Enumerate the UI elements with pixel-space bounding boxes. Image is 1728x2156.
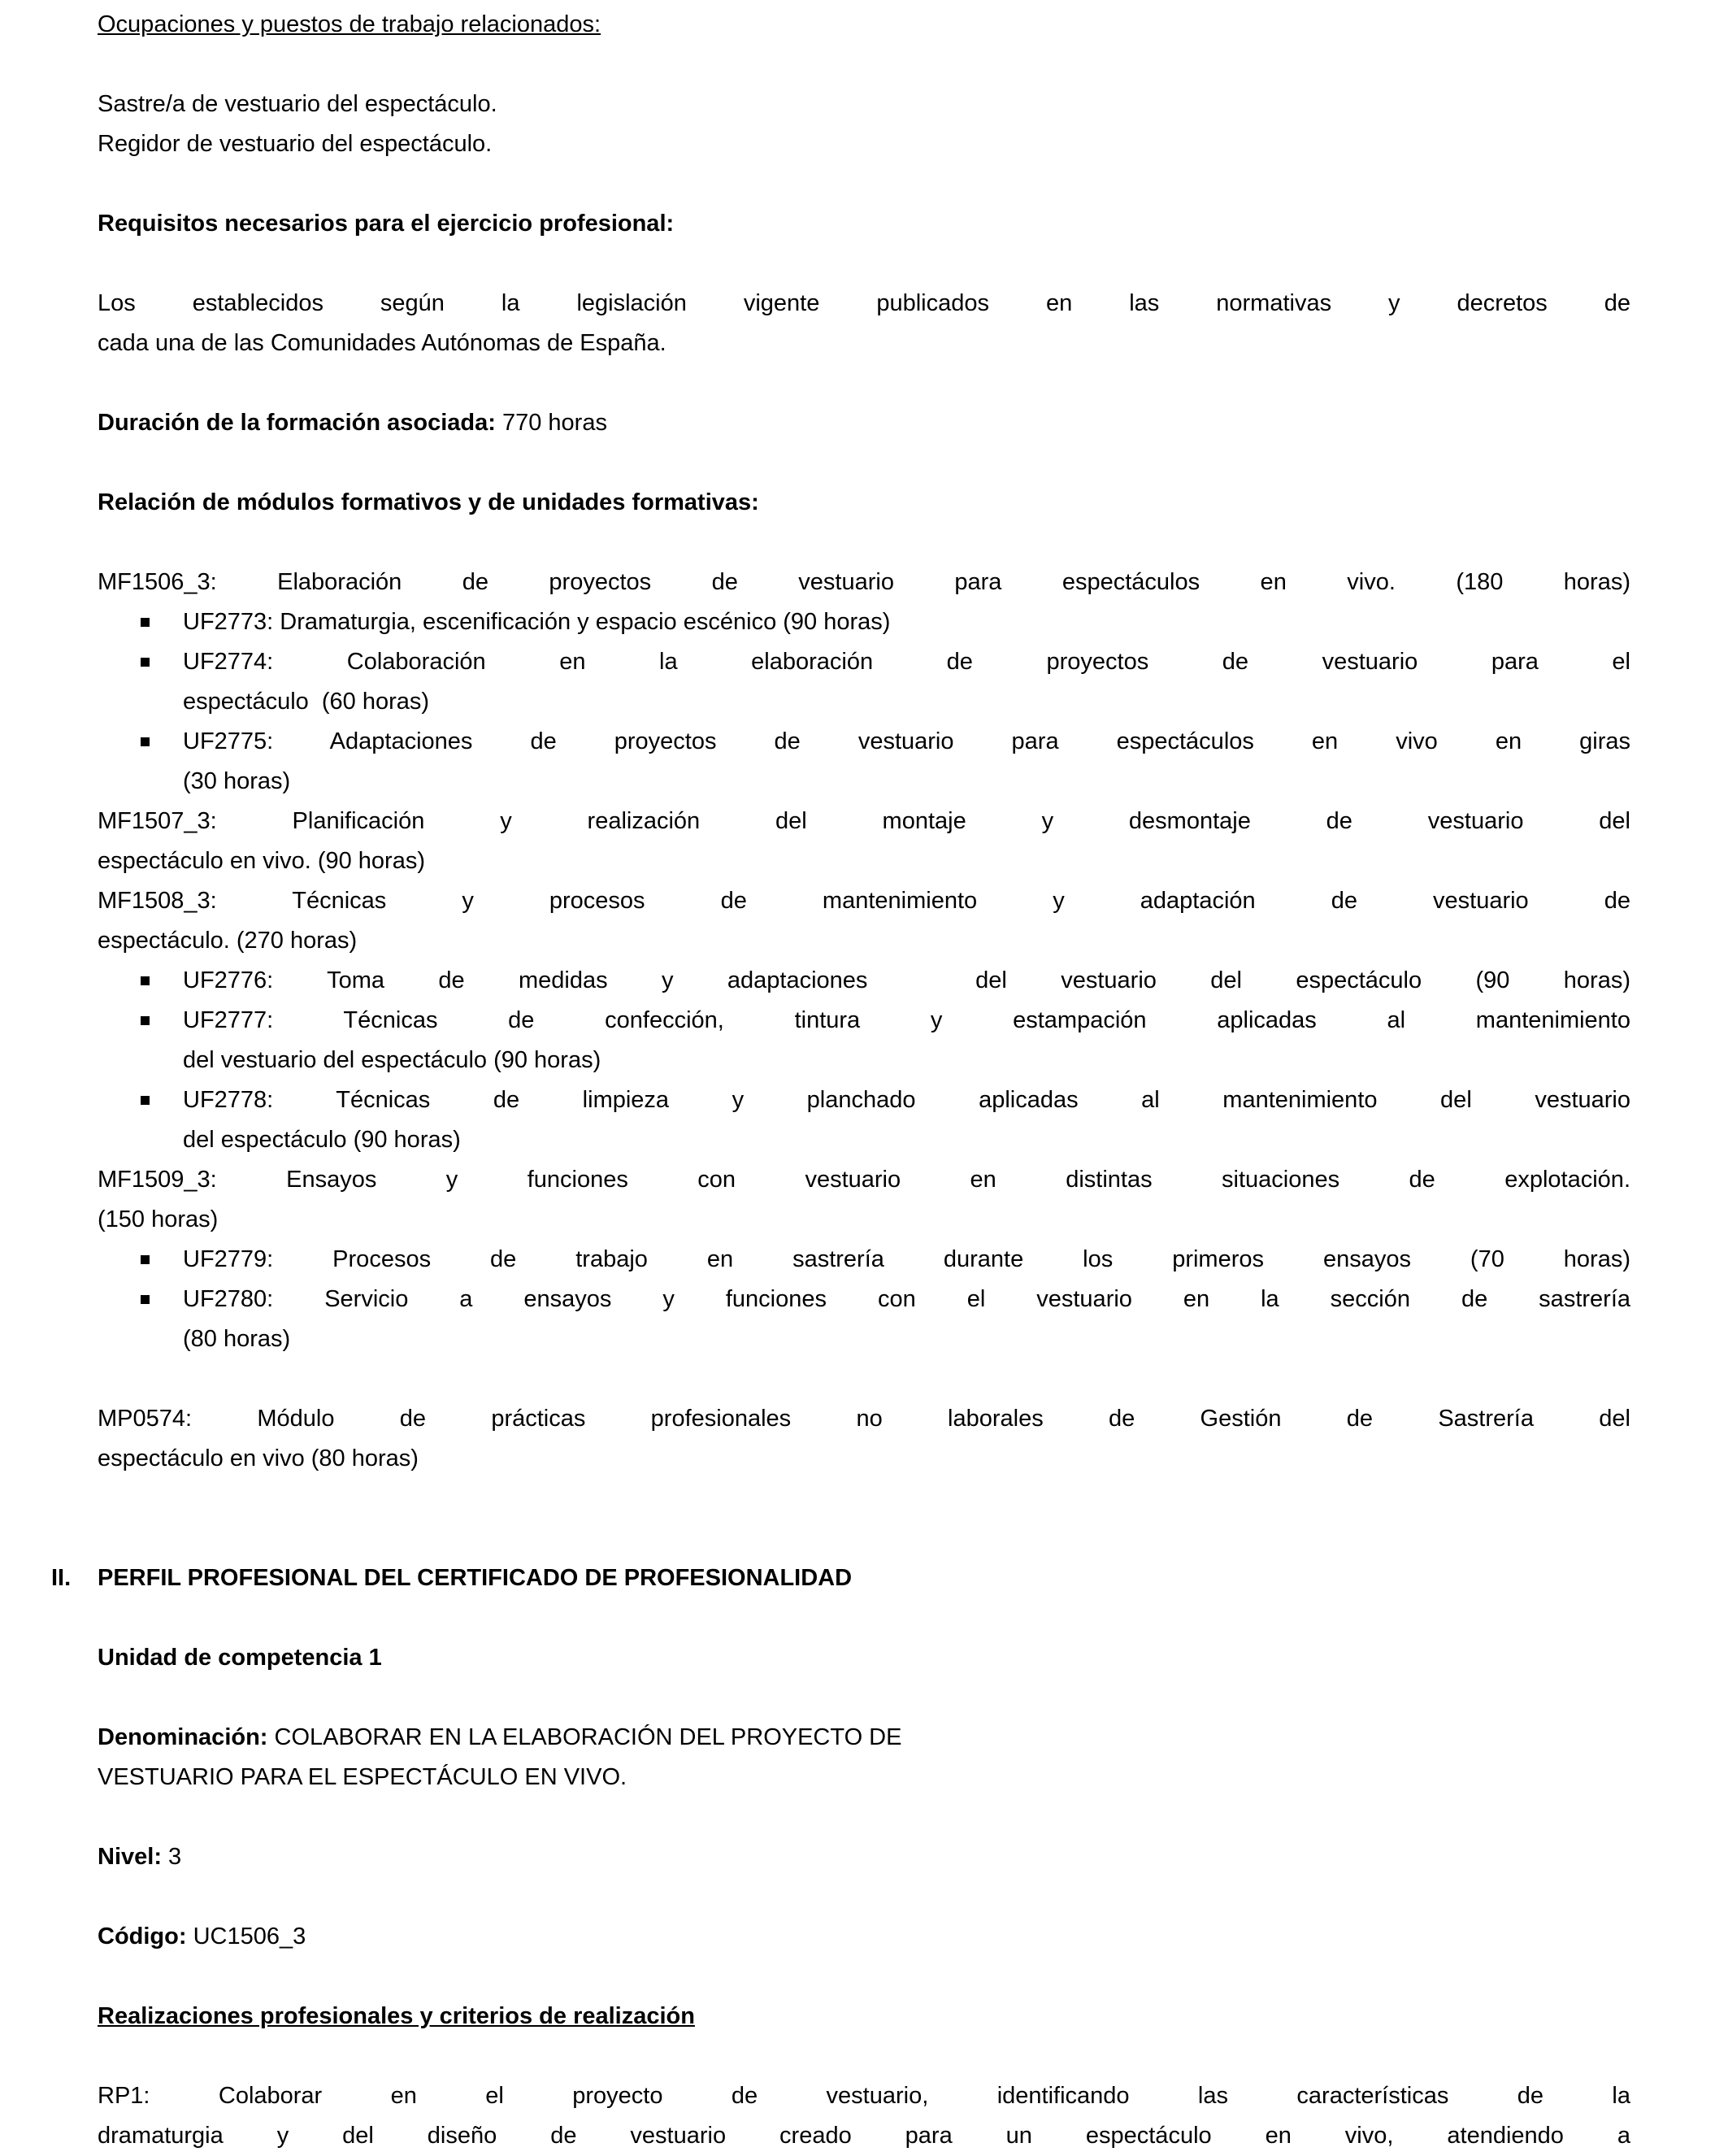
document-heading bbox=[98, 5, 1630, 45]
section-number: II. bbox=[51, 1565, 72, 1591]
text-line: UF2773: Dramaturgia, escenificación y espacio escénico (90 horas) bbox=[183, 609, 891, 635]
text-line: espectáculo en vivo. (90 horas) bbox=[98, 848, 425, 874]
text-line: (80 horas) bbox=[183, 1326, 291, 1352]
text-line: Relación de módulos formativos y de unidades formativas: bbox=[98, 489, 759, 515]
text-line: Requisitos necesarios para el ejercicio profesional: bbox=[98, 211, 675, 237]
paragraph bbox=[98, 881, 1630, 961]
text-line: MF1507_3: Planificación y realización del montaje y desmontaje de vestuario del bbox=[98, 808, 1630, 834]
text-line: MF1509_3: Ensayos y funciones con vestuario en distintas situaciones de explotación. bbox=[98, 1167, 1630, 1193]
text-line: Sastre/a de vestuario del espectáculo. bbox=[98, 91, 497, 117]
text-line: MP0574: Módulo de prácticas profesionales no laborales de Gestión de Sastrería del bbox=[98, 1406, 1630, 1432]
list-item bbox=[98, 1080, 1630, 1160]
text-line: UF2780: Servicio a ensayos y funciones con el vestuario en la sección de sastrería bbox=[183, 1286, 1630, 1312]
paragraph bbox=[98, 802, 1630, 881]
text-line bbox=[98, 1917, 1630, 1957]
text-line: PERFIL PROFESIONAL DEL CERTIFICADO DE PROFESIONALIDAD bbox=[98, 1565, 853, 1591]
bold-label: Código: bbox=[98, 1923, 187, 1950]
document-heading bbox=[98, 1997, 1630, 2036]
text-line bbox=[98, 1837, 1630, 1877]
text-line: dramaturgia y del diseño de vestuario creado para un espectáculo en vivo, atendiendo a bbox=[98, 2123, 1630, 2149]
list-item bbox=[98, 602, 1630, 642]
bold-label: Denominación: bbox=[98, 1724, 268, 1750]
bullet-square-icon bbox=[141, 618, 150, 627]
text-line: Regidor de vestuario del espectáculo. bbox=[98, 131, 493, 157]
text-line: Los establecidos según la legislación vigente publicados en las normativas y decretos de bbox=[98, 290, 1630, 316]
document-heading bbox=[98, 204, 1630, 244]
list-item bbox=[98, 642, 1630, 722]
bold-label: Nivel: bbox=[98, 1844, 162, 1870]
document-heading bbox=[98, 1638, 1630, 1678]
text-line bbox=[98, 403, 1630, 443]
text-line: del espectáculo (90 horas) bbox=[183, 1127, 461, 1153]
text-line: RP1: Colaborar en el proyecto de vestuario, identificando las características de la bbox=[98, 2083, 1630, 2109]
text-line: (30 horas) bbox=[183, 768, 291, 794]
paragraph bbox=[98, 1399, 1630, 1479]
bullet-square-icon bbox=[141, 1016, 150, 1025]
paragraph bbox=[98, 1160, 1630, 1240]
text-line: del vestuario del espectáculo (90 horas) bbox=[183, 1047, 601, 1073]
paragraph bbox=[98, 1837, 1630, 1877]
paragraph bbox=[98, 284, 1630, 363]
text-line: Unidad de competencia 1 bbox=[98, 1645, 382, 1671]
text-line: Realizaciones profesionales y criterios de realización bbox=[98, 2003, 695, 2029]
text-line: MF1508_3: Técnicas y procesos de mantenimiento y adaptación de vestuario de bbox=[98, 888, 1630, 914]
text-line: espectáculo en vivo (80 horas) bbox=[98, 1445, 419, 1471]
text-line: UF2778: Técnicas de limpieza y planchado aplicadas al mantenimiento del vestuario bbox=[183, 1087, 1630, 1113]
text-run: 3 bbox=[161, 1844, 182, 1870]
text-line: UF2774: Colaboración en la elaboración de proyectos de vestuario para el bbox=[183, 649, 1630, 675]
list-item bbox=[98, 961, 1630, 1001]
text-line: MF1506_3: Elaboración de proyectos de vestuario para espectáculos en vivo. (180 horas) bbox=[98, 569, 1630, 595]
document-heading bbox=[98, 483, 1630, 523]
section-heading bbox=[51, 1558, 1630, 1598]
text-line: Ocupaciones y puestos de trabajo relacionados: bbox=[98, 11, 601, 37]
paragraph bbox=[98, 403, 1630, 443]
paragraph bbox=[98, 1917, 1630, 1957]
bullet-square-icon bbox=[141, 976, 150, 985]
text-run: UC1506_3 bbox=[186, 1923, 306, 1950]
bullet-square-icon bbox=[141, 658, 150, 667]
bullet-square-icon bbox=[141, 737, 150, 746]
text-line: (150 horas) bbox=[98, 1206, 219, 1232]
list-item bbox=[98, 722, 1630, 802]
text-line: UF2776: Toma de medidas y adaptaciones del vestuario del espectáculo (90 horas) bbox=[183, 967, 1630, 993]
bold-label: Duración de la formación asociada: bbox=[98, 410, 496, 436]
text-line: cada una de las Comunidades Autónomas de España. bbox=[98, 330, 666, 356]
bullet-square-icon bbox=[141, 1096, 150, 1105]
list-item bbox=[98, 1001, 1630, 1080]
text-line: espectáculo. (270 horas) bbox=[98, 928, 358, 954]
text-line: espectáculo (60 horas) bbox=[183, 689, 430, 715]
text-line bbox=[98, 1718, 1630, 1758]
bullet-square-icon bbox=[141, 1295, 150, 1304]
text-run: COLABORAR EN LA ELABORACIÓN DEL PROYECTO DE bbox=[267, 1724, 902, 1750]
text-line: UF2775: Adaptaciones de proyectos de vestuario para espectáculos en vivo en giras bbox=[183, 728, 1630, 754]
list-item bbox=[98, 1280, 1630, 1359]
paragraph bbox=[98, 2076, 1630, 2156]
text-line: VESTUARIO PARA EL ESPECTÁCULO EN VIVO. bbox=[98, 1764, 627, 1790]
text-line: UF2779: Procesos de trabajo en sastrería durante los primeros ensayos (70 horas) bbox=[183, 1246, 1630, 1272]
paragraph bbox=[98, 1718, 1630, 1797]
list-item bbox=[98, 1240, 1630, 1280]
paragraph bbox=[98, 85, 1630, 164]
text-line: UF2777: Técnicas de confección, tintura y estampación aplicadas al mantenimiento bbox=[183, 1007, 1630, 1033]
paragraph bbox=[98, 563, 1630, 602]
bullet-square-icon bbox=[141, 1255, 150, 1264]
text-run: 770 horas bbox=[495, 410, 607, 436]
